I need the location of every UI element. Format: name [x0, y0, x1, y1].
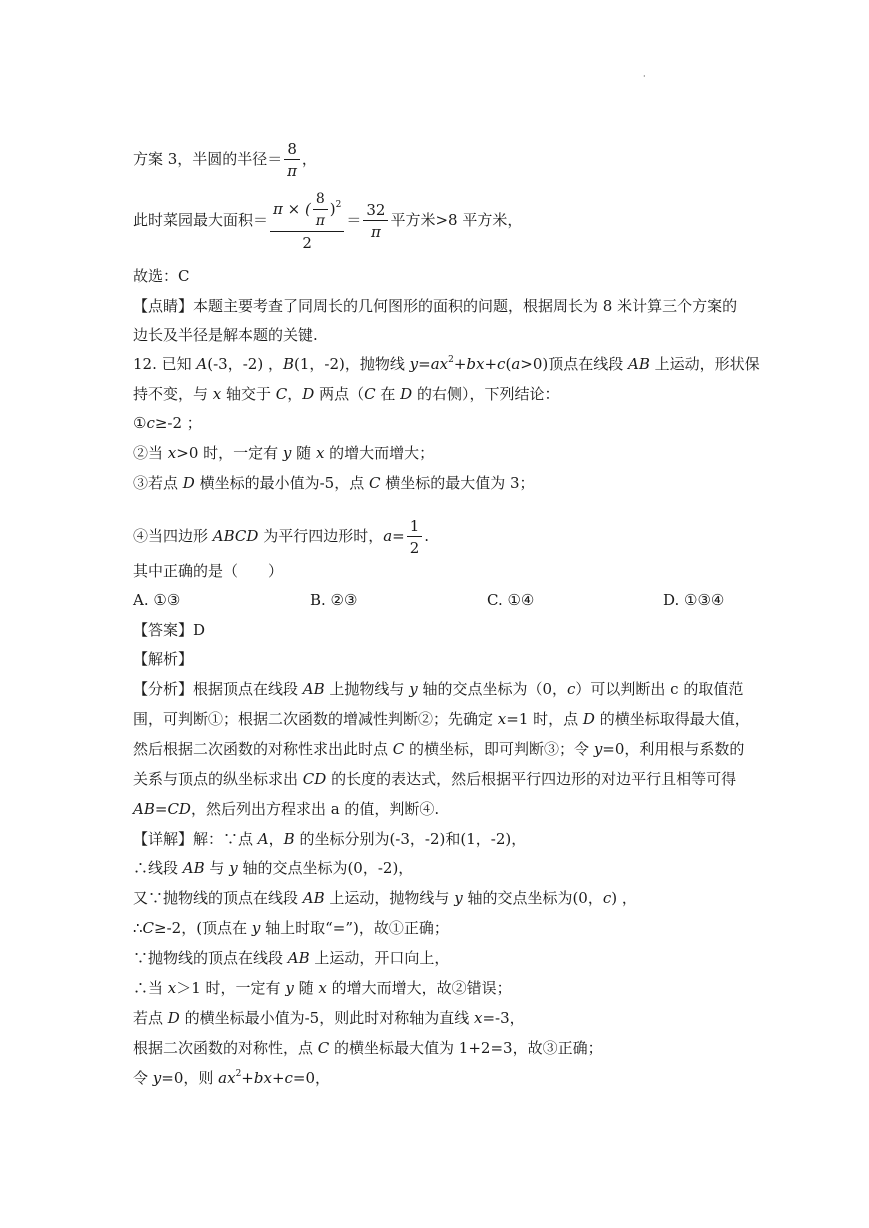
analysis-line-3: 然后根据二次函数的对称性求出此时点 C 的横坐标，即可判断③；令 y=0，利用根与系数的: [133, 740, 745, 758]
corner-mark: ·: [643, 72, 646, 81]
question-12-line-2: 持不变，与 x 轴交于 C，D 两点（C 在 D 的右侧），下列结论：: [133, 385, 560, 403]
question-12-line-1: 12. 已知 A(-3，-2) ，B(1，-2)，抛物线 $y=ax^2+bx+c(a>0)$顶点在线段 AB 上运动，形状保: [133, 355, 760, 373]
analysis-heading: 【解析】: [133, 650, 194, 668]
comment-line-2: 边长及半径是解本题的关键.: [133, 326, 318, 344]
option-a: A. ①③: [133, 591, 181, 609]
answer-line: 【答案】D: [133, 621, 206, 639]
conclusion-4: ④当四边形 ABCD 为平行四边形时，a= $\frac{1}{2}$ .: [133, 517, 430, 557]
plan3-radius-line: 方案 3，半圆的半径＝ $\frac{8}{\pi}$ ，: [133, 140, 317, 180]
analysis-line-2: 围，可判断①；根据二次函数的增减性判断②；先确定 x=1 时，点 D 的横坐标取得最大值，: [133, 710, 750, 728]
detail-line-6: ∴当 x＞1 时，一定有 y 随 x 的增大而增大，故②错误；: [133, 979, 512, 997]
inner-fraction: $\frac{8}{\pi}$: [313, 190, 328, 230]
detail-line-8: 根据二次函数的对称性，点 C 的横坐标最大值为 1+2=3，故③正确；: [133, 1039, 603, 1057]
detail-line-3: 又∵抛物线的顶点在线段 AB 上运动，抛物线与 y 轴的交点坐标为(0，c) ，: [133, 889, 637, 907]
fraction-8-over-pi: $\frac{8}{\pi}$: [284, 140, 300, 180]
analysis-line-5: AB=CD，然后列出方程求出 a 的值，判断④.: [133, 800, 440, 818]
question-prompt: 其中正确的是（ ）: [133, 562, 284, 580]
analysis-line-1: 【分析】根据顶点在线段 AB 上抛物线与 y 轴的交点坐标为（0，c）可以判断出 c 的取值范: [133, 680, 744, 698]
conclusion-1: ①c≥-2 ；: [133, 414, 202, 432]
detail-line-4: ∴C≥-2，(顶点在 y 轴上时取“=”)，故①正确；: [133, 919, 449, 937]
conclusion-3: ③若点 D 横坐标的最小值为-5，点 C 横坐标的最大值为 3；: [133, 474, 535, 492]
fraction-1-over-2: $\frac{1}{2}$: [407, 517, 423, 557]
detail-line-7: 若点 D 的横坐标最小值为-5，则此时对称轴为直线 x=-3，: [133, 1009, 525, 1027]
detail-line-5: ∵抛物线的顶点在线段 AB 上运动，开口向上，: [133, 949, 450, 967]
detail-line-2: ∴线段 AB 与 y 轴的交点坐标为(0，-2)，: [133, 859, 414, 877]
detail-line-9: 令 y=0，则 $ax^2+bx+c=0$，: [133, 1069, 331, 1087]
comment-line-1: 【点睛】本题主要考查了同周长的几何图形的面积的问题，根据周长为 8 米计算三个方案的: [133, 297, 738, 315]
option-b: B. ②③: [310, 591, 358, 609]
detail-line-1: 【详解】解：∵点 A，B 的坐标分别为(-3，-2)和(1，-2)，: [133, 830, 527, 848]
conclusion-2: ②当 x>0 时，一定有 y 随 x 的增大而增大；: [133, 444, 435, 462]
area-fraction: π × ( $\frac{8}{\pi}$ )$^2$ 2: [270, 190, 344, 252]
option-c: C. ①④: [487, 591, 535, 609]
fraction-32-over-pi: $\frac{32}{\pi}$: [363, 201, 388, 241]
analysis-line-4: 关系与顶点的纵坐标求出 CD 的长度的表达式，然后根据平行四边形的对边平行且相等可得: [133, 770, 737, 788]
choose-c-line: 故选：C: [133, 267, 190, 285]
max-area-line: 此时菜园最大面积＝ π × ( $\frac{8}{\pi}$ )$^2$ 2 ＝ $\frac{32}{\pi}$ 平方米>8 平方米，: [133, 191, 523, 252]
option-d: D. ①③④: [663, 591, 725, 609]
